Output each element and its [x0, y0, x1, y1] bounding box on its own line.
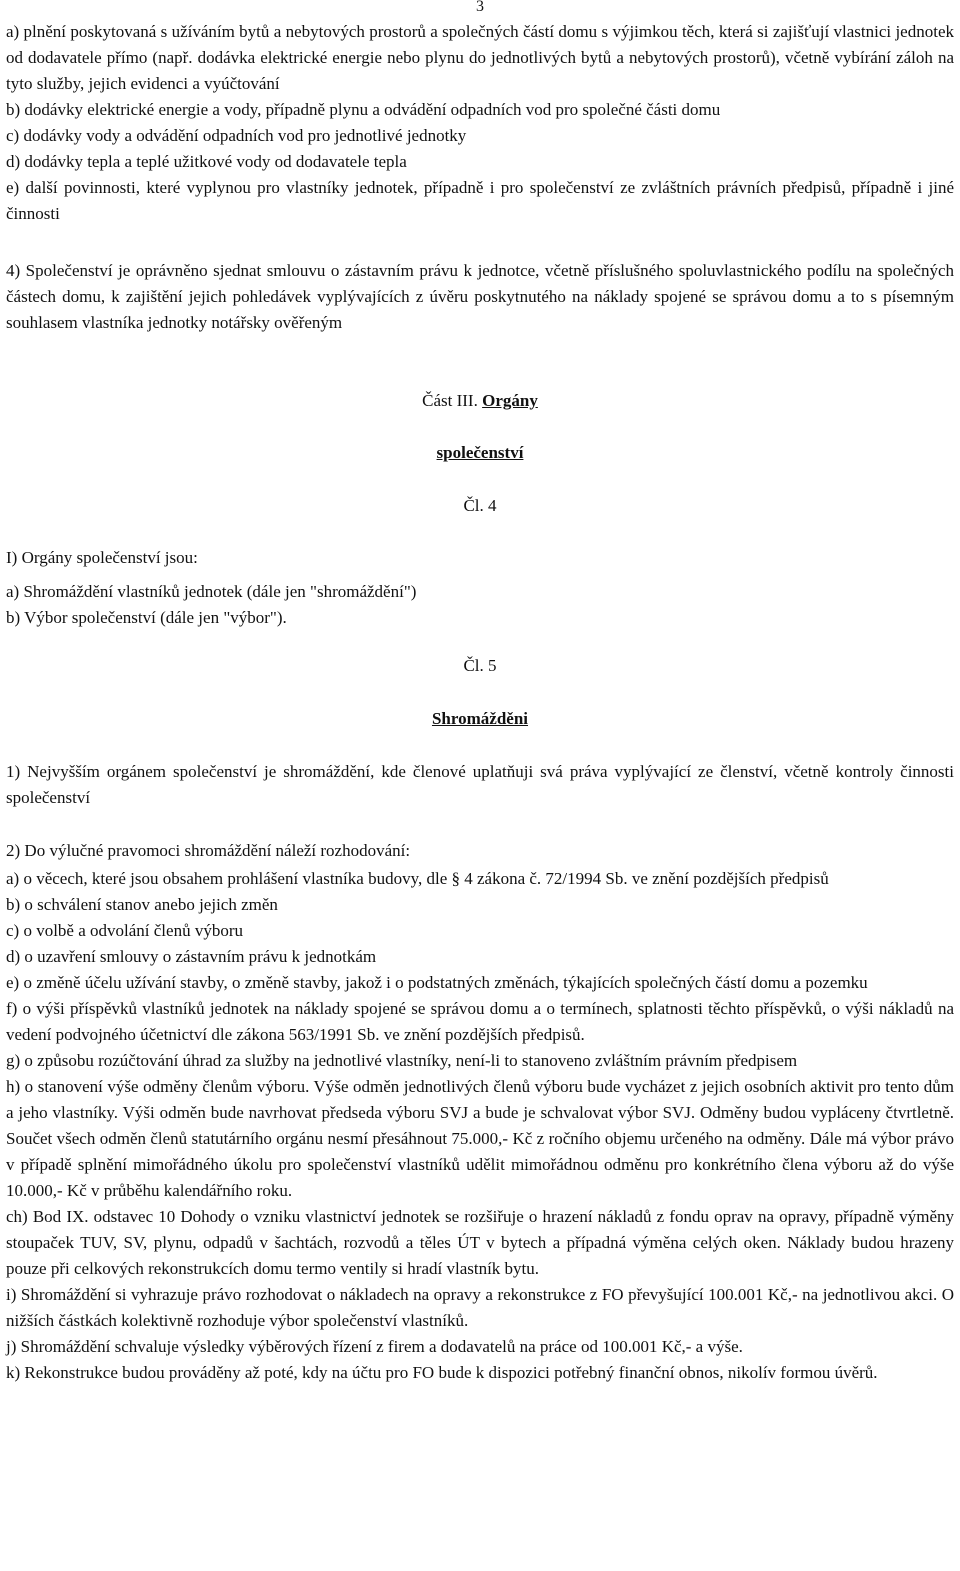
article-4-body — [6, 545, 954, 631]
article-5-para-1-wrap — [6, 759, 954, 811]
article-4-intro: I) Orgány společenství jsou: — [6, 548, 198, 567]
article-5-para-1: 1) Nejvyšším orgánem společenství je shromáždění, kde členové uplatňuji svá práva vyplývající ze členství, včetně kontroly činnosti společenství — [6, 762, 954, 807]
list-item: i) Shromáždění si vyhrazuje právo rozhodovat o nákladech na opravy a rekonstrukce z FO převyšující 100.001 Kč,- na jednotlivou akci. O nižších částkách kolektivně rozhoduje výbor společenství vlastníků. — [6, 1285, 954, 1330]
part-title-line-2: společenství — [436, 443, 524, 462]
services-list — [6, 19, 954, 227]
list-item: h) o stanovení výše odměny členům výboru. Výše odměn jednotlivých členů výboru bude vycházet z jejich osobních aktivit pro tento dům a jeho vlastníky. Výši odměn bude navrhovat předseda výboru SVJ a bude je schvalovat výbor SVJ. Odměny budou vypláceny čtvrtletně. Součet všech odměn členů statutárního orgánu nesmí přesáhnout 75.000,- Kč z ročního objemu určeného na odměny. Dále má výbor právo v případě splnění mimořádného úkolu pro společenství vlastníků udělit mimořádnou odměnu pro konkrétního člena výboru až do výše 10.000,- Kč v průběhu kalendářního roku. — [6, 1077, 954, 1200]
page-number: 3 — [476, 0, 484, 15]
list-item: g) o způsobu rozúčtování úhrad za služby na jednotlivé vlastníky, není-li to stanoveno zvláštním právním předpisem — [6, 1051, 798, 1070]
paragraph-4 — [6, 258, 954, 336]
list-item: ch) Bod IX. odstavec 10 Dohody o vzniku vlastnictví jednotek se rozšiřuje o hrazení nákladů z fondu oprav na opravy, případně výměny stoupaček TUV, SV, plynu, odpadů v šachtách, rozvodů a těles ÚT v bytech a případná výměna celých oken. Náklady budou hrazeny pouze při celkových rekonstrukcích domu termo ventily si hradí vlastník bytu. — [6, 1207, 954, 1278]
paragraph-4-text: 4) Společenství je oprávněno sjednat smlouvu o zástavním právu k jednotce, včetně příslušného spoluvlastnického podílu na společných částech domu, k zajištění jejich pohledávek vyplývajících z úvěru poskytnutého na náklady spojené se správou domu a to s písemným souhlasem vlastníka jednotky notářsky ověřeným — [6, 261, 954, 332]
article-4-item-a: a) Shromáždění vlastníků jednotek (dále jen "shromáždění") — [6, 582, 417, 601]
list-item: d) o uzavření smlouvy o zástavním právu k jednotkám — [6, 947, 377, 966]
list-item: b) o schválení stanov anebo jejich změn — [6, 895, 278, 914]
part-title-line-2-wrap — [0, 440, 960, 466]
article-5-label-wrap — [0, 653, 960, 679]
services-item-b: b) dodávky elektrické energie a vody, případně plynu a odvádění odpadních vod pro společné části domu — [6, 100, 721, 119]
services-item-d: d) dodávky tepla a teplé užitkové vody od dodavatele tepla — [6, 152, 407, 171]
list-item: a) o věcech, které jsou obsahem prohlášení vlastníka budovy, dle § 4 zákona č. 72/1994 Sb. ve znění pozdějších předpisů — [6, 869, 829, 888]
list-item: k) Rekonstrukce budou prováděny až poté, kdy na účtu pro FO bude k dispozici potřebný finanční obnos, nikolív formou úvěrů. — [6, 1363, 878, 1382]
list-item: j) Shromáždění schvaluje výsledky výběrových řízení z firem a dodavatelů na práce od 100.001 Kč,- a výše. — [6, 1337, 743, 1356]
article-4-item-b: b) Výbor společenství (dále jen "výbor"). — [6, 608, 287, 627]
part-label: Část III. — [422, 391, 478, 410]
services-item-e: e) další povinnosti, které vyplynou pro vlastníky jednotek, případně i pro společenství ze zvláštních právních předpisů, případně i jiné činnosti — [6, 178, 954, 223]
list-item: c) o volbě a odvolání členů výboru — [6, 921, 243, 940]
part-title-line-1: Orgány — [482, 391, 538, 410]
article-5-para-2: 2) Do výlučné pravomoci shromáždění náleží rozhodování: — [6, 841, 411, 860]
article-5-label: Čl. 5 — [463, 656, 497, 675]
list-item: f) o výši příspěvků vlastníků jednotek na náklady spojené se správou domu a o termínech, splatnosti těchto příspěvků, o výši nákladů na vedení podvojného účetnictví dle zákona 563/1991 Sb. ve znění pozdějších předpisů. — [6, 999, 954, 1044]
article-5-para-2-wrap — [6, 838, 954, 864]
article-5-title-wrap — [0, 706, 960, 732]
part-heading — [0, 388, 960, 414]
article-5-title: Shromážděni — [431, 709, 529, 728]
article-4-label-wrap — [0, 493, 960, 519]
list-item: e) o změně účelu užívání stavby, o změně stavby, jakož i o podstatných změnách, týkajících společných částí domu a pozemku — [6, 973, 868, 992]
article-4-label: Čl. 4 — [463, 496, 497, 515]
article-5-items — [6, 866, 954, 1386]
services-item-c: c) dodávky vody a odvádění odpadních vod pro jednotlivé jednotky — [6, 126, 467, 145]
services-item-a: a) plnění poskytovaná s užíváním bytů a nebytových prostorů a společných částí domu s výjimkou těch, která si zajišťují vlastnici jednotek od dodavatele přímo (např. dodávka elektrické energie nebo plynu do jednotlivých bytů a nebytových prostorů), včetně vybírání záloh na tyto služby, jejich evidenci a vyúčtování — [6, 22, 954, 93]
